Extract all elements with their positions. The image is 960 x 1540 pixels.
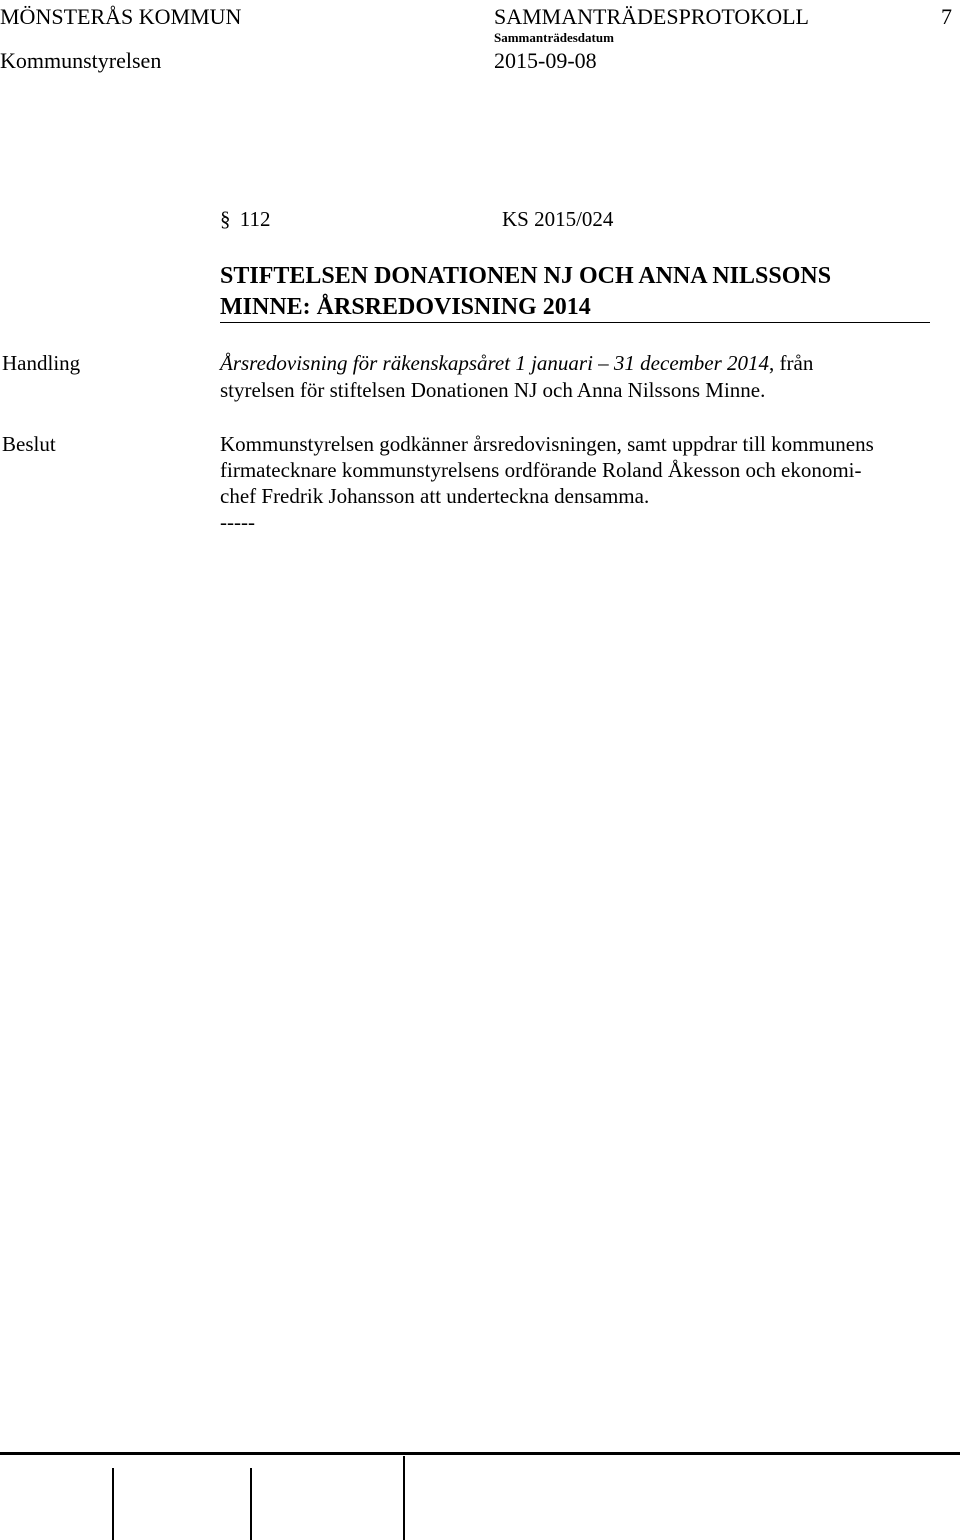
signature-divider-2	[250, 1468, 252, 1540]
handling-label: Handling	[2, 351, 81, 375]
title-underline	[220, 322, 930, 323]
beslut-line-3: chef Fredrik Johansson att underteckna densamma.	[220, 484, 650, 508]
document-type: SAMMANTRÄDESPROTOKOLL	[494, 4, 809, 29]
section-title-line-1: STIFTELSEN DONATIONEN NJ OCH ANNA NILSSONS	[220, 263, 832, 289]
signature-divider-1	[112, 1468, 114, 1540]
handling-document-title: Årsredovisning för räkenskapsåret 1 januari – 31 december 2014	[220, 351, 770, 375]
case-reference: KS 2015/024	[502, 207, 614, 231]
handling-line-2: styrelsen för stiftelsen Donationen NJ och Anna Nilssons Minne.	[220, 378, 766, 402]
handling-line-1-rest: , från	[769, 351, 814, 375]
end-marker: -----	[220, 510, 255, 534]
handling-line-1	[220, 350, 813, 376]
meeting-date: 2015-09-08	[494, 48, 597, 73]
signature-divider-3	[403, 1456, 405, 1540]
section-number: 112	[239, 207, 271, 231]
beslut-label: Beslut	[2, 432, 56, 456]
beslut-line-2: firmatecknare kommunstyrelsens ordförande Roland Åkesson och ekonomi-	[220, 458, 862, 482]
beslut-line-1: Kommunstyrelsen godkänner årsredovisningen, samt uppdrar till kommunens	[220, 432, 874, 456]
section-title-line-2: MINNE: ÅRSREDOVISNING 2014	[220, 294, 591, 320]
page-number: 7	[941, 4, 952, 29]
section-heading	[220, 206, 270, 232]
date-label: Sammanträdesdatum	[494, 30, 614, 45]
paragraph-symbol: §	[220, 207, 231, 231]
organization-name: MÖNSTERÅS KOMMUN	[0, 4, 242, 29]
committee-name: Kommunstyrelsen	[0, 48, 162, 73]
signature-top-rule	[0, 1452, 960, 1455]
